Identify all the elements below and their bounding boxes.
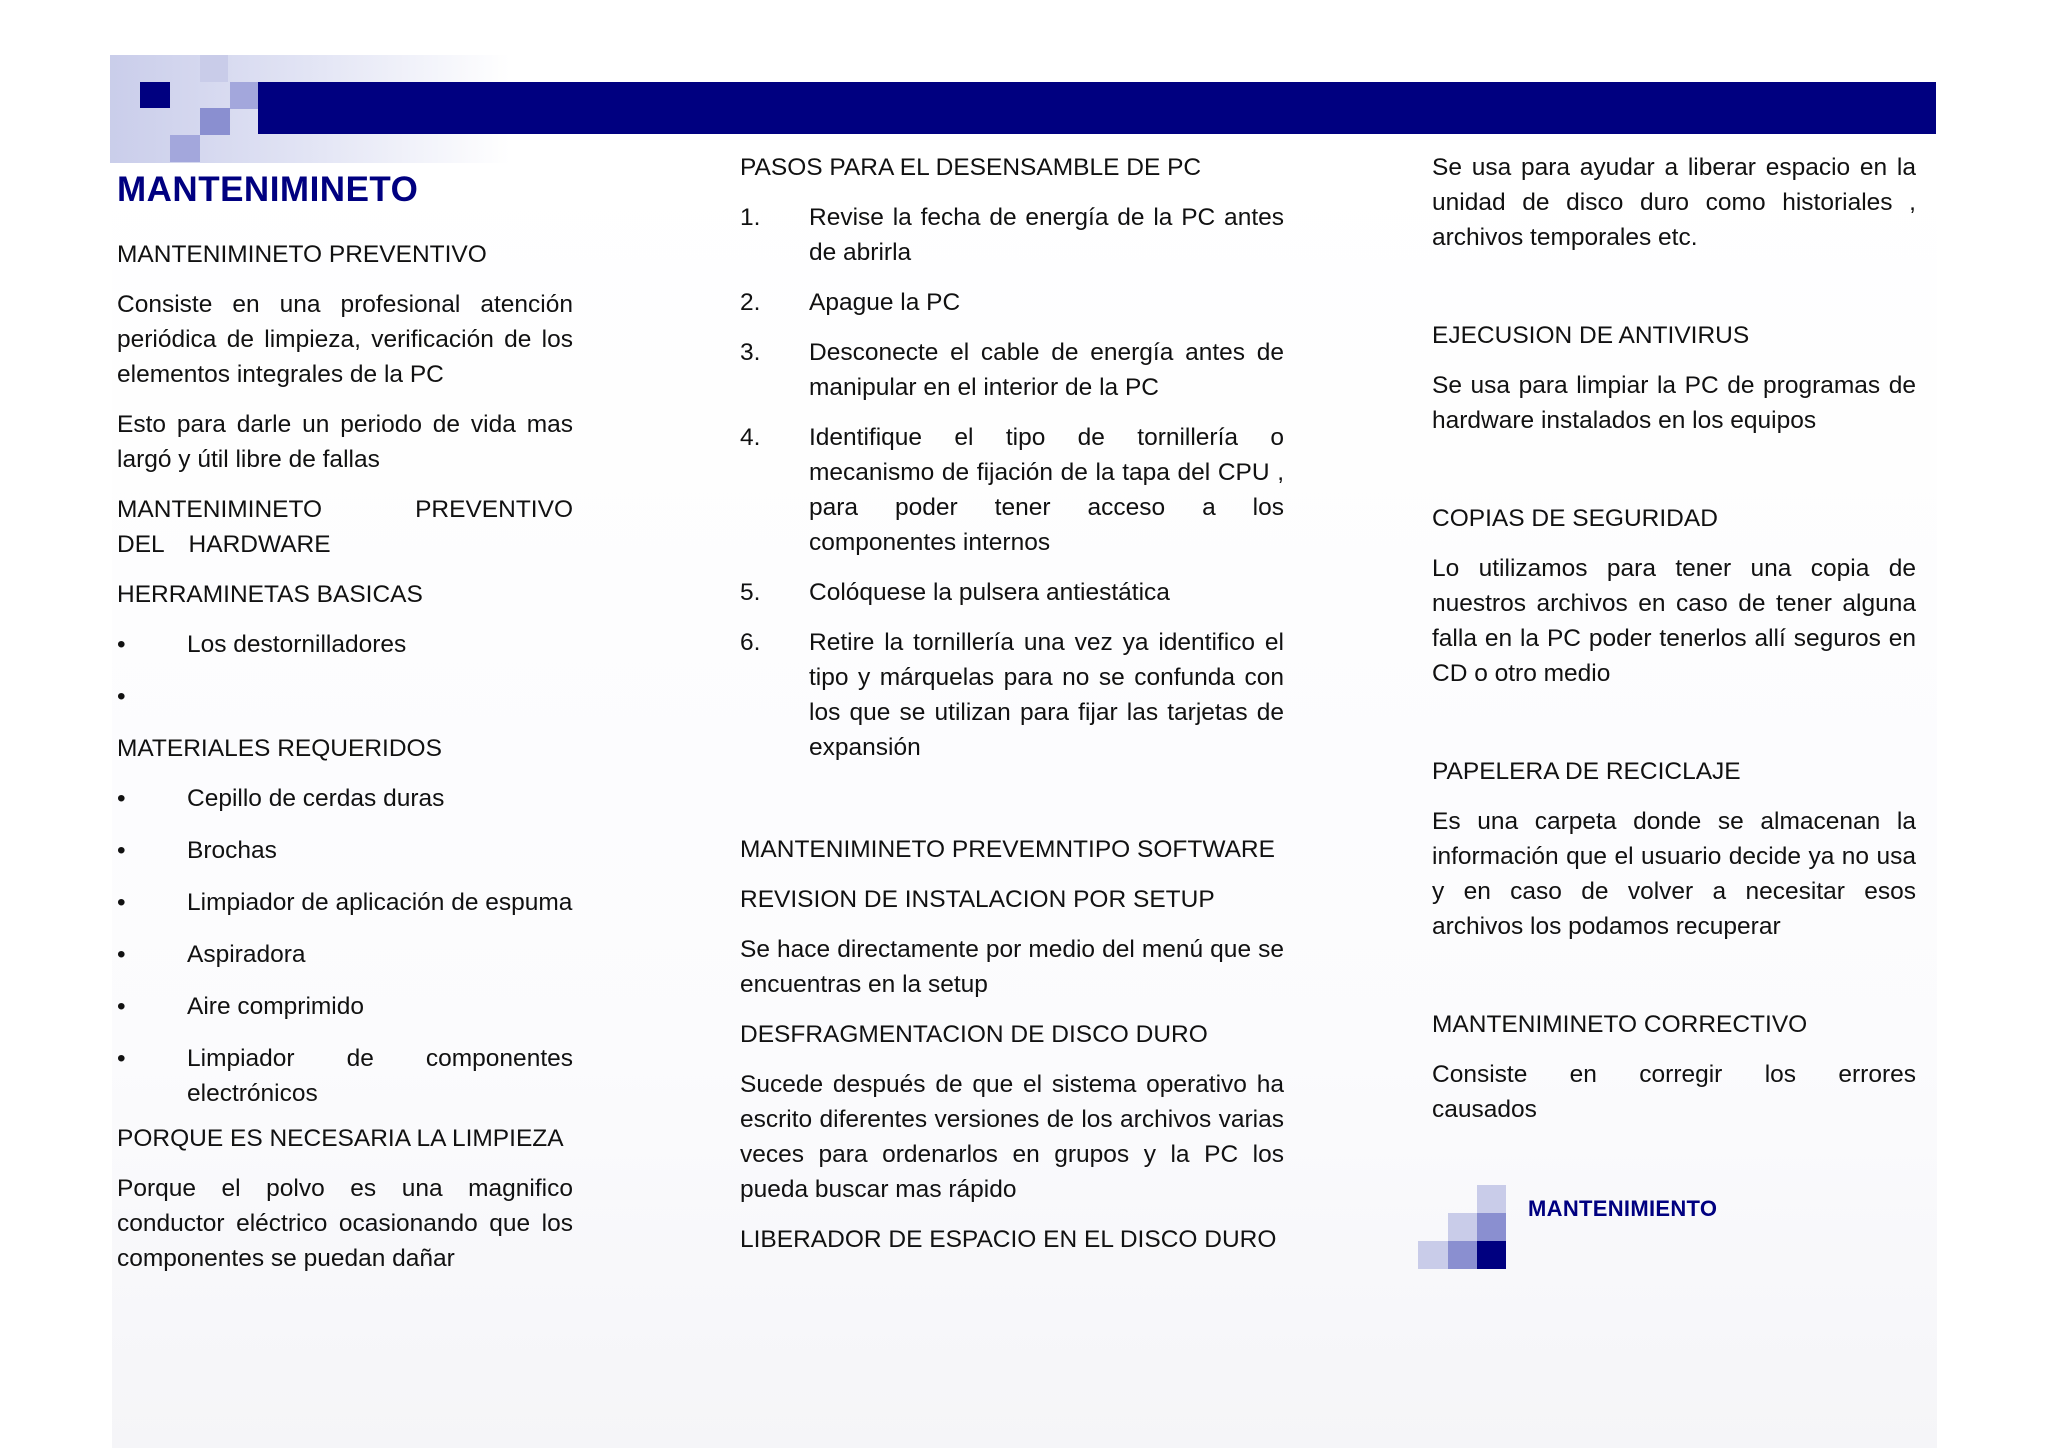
logo-square (1477, 1241, 1506, 1269)
list-item: 6. Retire la tornillería una vez ya identifico el tipo y márquelas para no se confunda con los que se utilizan para fijar las tarjetas de expansión (740, 629, 1284, 761)
list-item: 2. Apague la PC (740, 289, 961, 316)
header-square-light (200, 55, 228, 82)
paragraph-antivirus: Se usa para limpiar la PC de programas de hardware instalados en los equipos (1432, 372, 1916, 434)
heading-porque: PORQUE ES NECESARIA LA LIMPIEZA (117, 1125, 564, 1152)
heading-papelera: PAPELERA DE RECICLAJE (1432, 758, 1741, 785)
heading-preventivo: MANTENIMINETO PREVENTIVO (117, 241, 487, 268)
header-square-dark (140, 82, 170, 108)
logo-square (1477, 1213, 1506, 1241)
list-item: • Brochas (117, 833, 573, 868)
bullet-icon: • (117, 837, 126, 864)
paragraph-consiste: Consiste en una profesional atención periódica de limpieza, verificación de los elementos integrales de la PC (117, 291, 573, 388)
list-item: 3. Desconecte el cable de energía antes de manipular en el interior de la PC (740, 339, 1284, 401)
heading-software: MANTENIMINETO PREVEMNTIPO SOFTWARE (740, 836, 1275, 863)
paragraph-porque: Porque el polvo es una magnifico conductor eléctrico ocasionando que los componentes se puedan dañar (117, 1175, 573, 1272)
list-item: 1. Revise la fecha de energía de la PC antes de abrirla (740, 204, 1284, 266)
heading-materiales: MATERIALES REQUERIDOS (117, 735, 442, 762)
paragraph-copias: Lo utilizamos para tener una copia de nuestros archivos en caso de tener alguna falla en la PC poder tenerlos allí seguros en CD o otro medio (1432, 555, 1916, 687)
logo-square (1477, 1185, 1506, 1213)
list-item: • Cepillo de cerdas duras (117, 781, 573, 816)
spacer (1432, 959, 1916, 1007)
paragraph-correctivo: Consiste en corregir los errores causados (1432, 1061, 1916, 1123)
header-bar (258, 82, 1936, 134)
logo-square (1448, 1241, 1477, 1269)
paragraph-papelera: Es una carpeta donde se almacenan la información que el usuario decide ya no usa y en caso de volver a necesitar esos archivos los podamos recuperar (1432, 808, 1916, 940)
paragraph-desfrag: Sucede después de que el sistema operativo ha escrito diferentes versiones de los archivos varias veces para ordenarlos en grupos y la PC los pueda buscar mas rápido (740, 1071, 1284, 1203)
bullet-icon: • (117, 683, 126, 710)
list-item: • Aspiradora (117, 937, 573, 972)
logo-square (1418, 1241, 1448, 1269)
materiales-list (117, 781, 573, 1111)
column-left (117, 150, 573, 1291)
logo-square (1448, 1213, 1477, 1241)
logo-text: MANTENIMIENTO (1528, 1196, 1718, 1221)
paragraph-revision: Se hace directamente por medio del menú que se encuentras en la setup (740, 936, 1284, 998)
column-right (1432, 150, 1916, 1142)
herramientas-list (117, 627, 573, 714)
header-square-mid2 (200, 108, 230, 135)
heading-herramientas: HERRAMINETAS BASICAS (117, 581, 423, 608)
list-item: • Los destornilladores (117, 627, 573, 662)
bullet-icon: • (117, 941, 126, 968)
column-middle (740, 150, 1284, 1272)
bullet-icon: • (117, 785, 126, 812)
bullet-icon: • (117, 993, 126, 1020)
heading-liberador: LIBERADOR DE ESPACIO EN EL DISCO DURO (740, 1226, 1277, 1253)
paragraph-esto: Esto para darle un periodo de vida mas largó y útil libre de fallas (117, 411, 573, 473)
list-item: • Limpiador de componentes electrónicos (117, 1041, 573, 1111)
pasos-list (740, 200, 1284, 765)
header-square-mid (230, 82, 258, 109)
list-item: 4. Identifique el tipo de tornillería o mecanismo de fijación de la tapa del CPU , para poder tener acceso a los componentes internos (740, 424, 1284, 556)
list-item: • Limpiador de aplicación de espuma (117, 885, 573, 920)
bullet-icon: • (117, 1045, 126, 1072)
spacer (1432, 453, 1916, 501)
spacer (1432, 706, 1916, 754)
heading-pasos: PASOS PARA EL DESENSAMBLE DE PC (740, 154, 1202, 181)
heading-hardware: MANTENIMINETO PREVENTIVO DEL HARDWARE (117, 496, 573, 558)
heading-revision: REVISION DE INSTALACION POR SETUP (740, 886, 1215, 913)
page-title: MANTENIMINETO (117, 170, 419, 209)
list-item: 5. Colóquese la pulsera antiestática (740, 579, 1170, 606)
list-item (117, 679, 573, 714)
heading-correctivo: MANTENIMINETO CORRECTIVO (1432, 1011, 1808, 1038)
heading-antivirus: EJECUSION DE ANTIVIRUS (1432, 322, 1750, 349)
paragraph-liberador: Se usa para ayudar a liberar espacio en la unidad de disco duro como historiales , archivos temporales etc. (1432, 154, 1916, 251)
heading-copias: COPIAS DE SEGURIDAD (1432, 505, 1718, 532)
spacer (740, 780, 1284, 832)
bullet-icon: • (117, 889, 126, 916)
spacer (1432, 270, 1916, 318)
heading-desfrag: DESFRAGMENTACION DE DISCO DURO (740, 1021, 1208, 1048)
list-item: • Aire comprimido (117, 989, 573, 1024)
bullet-icon: • (117, 631, 126, 658)
